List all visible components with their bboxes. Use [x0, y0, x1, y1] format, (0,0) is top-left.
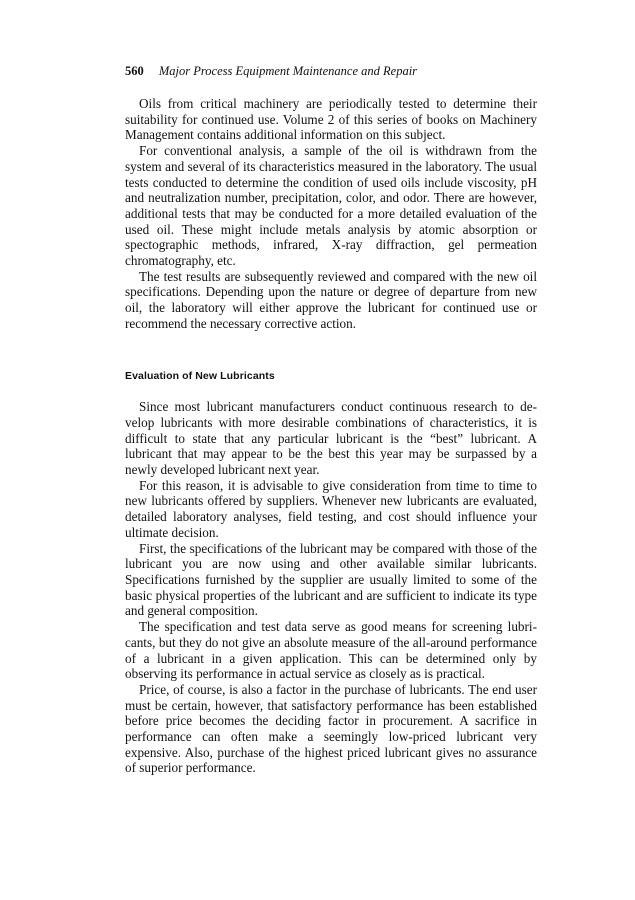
paragraph: The test results are subsequently reviewed and compared with the new oil specifications. Depending upon the nature or degree of departure from new oil, the laboratory will either approve the lubricant for continued use or recommend the necessary corrective action.: [125, 268, 537, 331]
page-number: 560: [125, 64, 144, 78]
section-heading: Evaluation of New Lubricants: [125, 369, 275, 382]
paragraph: The specification and test data serve as good means for screening lubricants, but they do not give an absolute measure of the all-around performance of a lubricant in a given application. This can be determined only by observing its performance in actual service as closely as is practical.: [125, 619, 537, 682]
paragraph: Since most lubricant manufacturers conduct continuous research to develop lubricants with more desirable combinations of characteristics, it is difficult to state that any particular lubricant is the “best” lubricant. A lubricant that may appear to be the best this year may be surpassed by a newly developed lubricant next year.: [125, 399, 537, 478]
running-title: Major Process Equipment Maintenance and Repair: [158, 64, 418, 78]
paragraph: First, the specifications of the lubricant may be compared with those of the lubricant you are now using and other available similar lubricants. Specifications furnished by the supplier are usually limited to some of the basic physical properties of the lubricant and are sufficient to indicate its type and general composition.: [125, 540, 537, 619]
body-text: [125, 96, 537, 776]
running-header: [125, 64, 545, 79]
paragraph: Price, of course, is also a factor in the purchase of lubricants. The end user must be certain, however, that satisfactory performance has been established before price becomes the deciding factor in procurement. A sacrifice in performance can often make a seemingly low-priced lubricant very expensive. Also, purchase of the highest priced lubricant gives no assurance of superior performance.: [125, 681, 537, 776]
paragraph: For conventional analysis, a sample of the oil is withdrawn from the system and several of its characteristics measured in the laboratory. The usual tests conducted to determine the condition of used oils include viscosity, pH and neutralization number, precipitation, color, and odor. There are however, additional tests that may be conducted for a more detailed evaluation of the used oil. These might include metals analysis by atomic absorption or spectographic methods, infrared, X-ray diffraction, gel permeation chromatography, etc.: [125, 143, 537, 269]
paragraph: For this reason, it is advisable to give consideration from time to time to new lubricants offered by suppliers. Whenever new lubricants are evaluated, detailed laboratory analyses, field testing, and cost should influence your ultimate decision.: [125, 477, 537, 540]
paragraph: Oils from critical machinery are periodically tested to determine their suitability for continued use. Volume 2 of this series of books on Machinery Management contains additional information on this subject.: [125, 96, 537, 143]
